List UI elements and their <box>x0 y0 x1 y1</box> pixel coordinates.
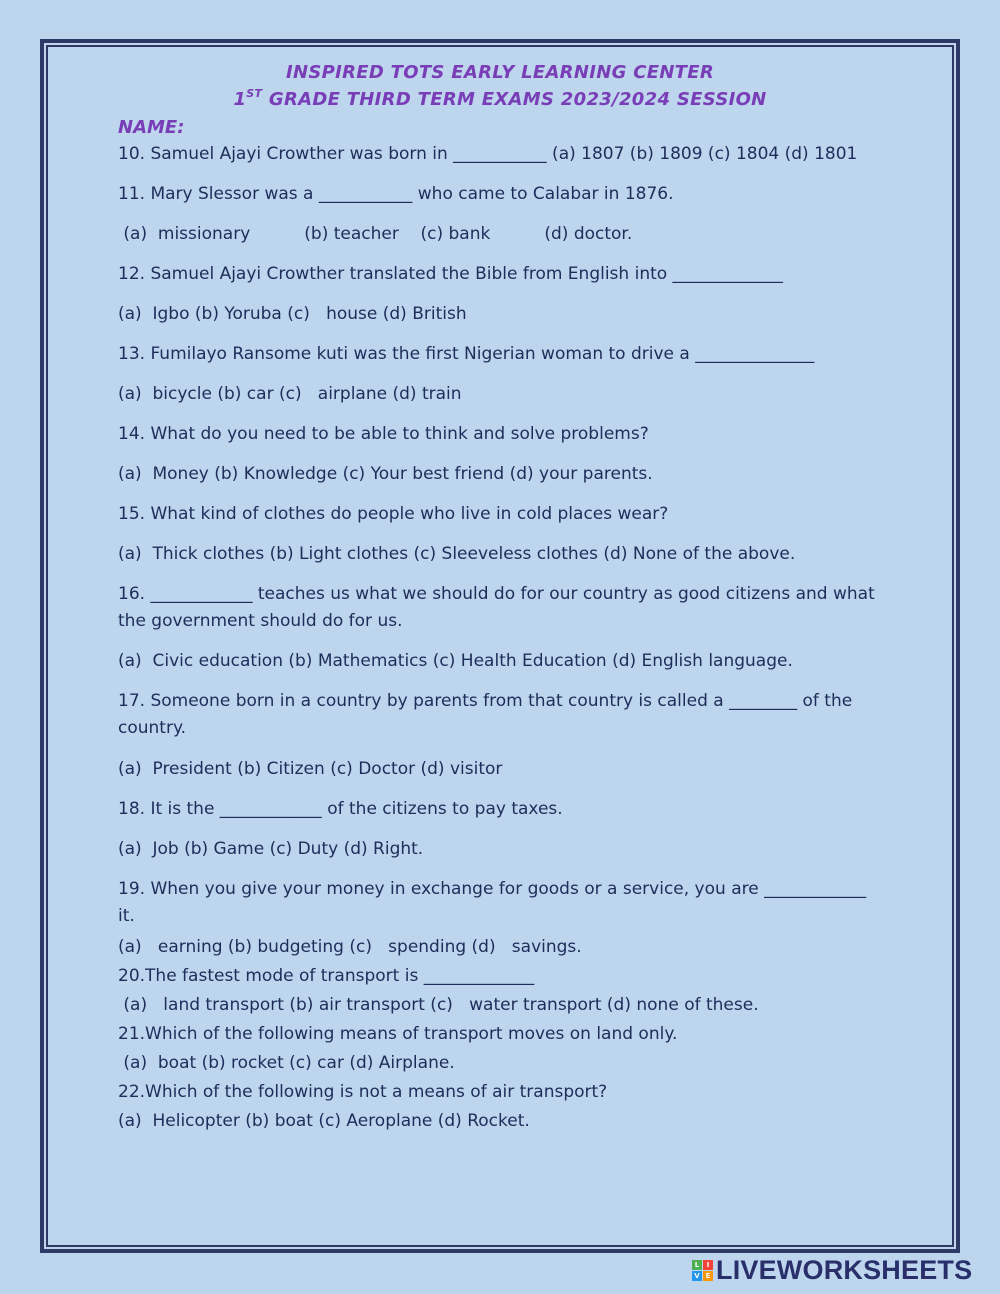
question-16: 16. ____________ teaches us what we should do for our country as good citizens and what the government should do for us. <box>118 584 875 631</box>
options-15: (a) Thick clothes (b) Light clothes (c) Sleeveless clothes (d) None of the above. <box>118 544 796 564</box>
question-18: 18. It is the ____________ of the citizens to pay taxes. <box>118 799 563 819</box>
question-11: 11. Mary Slessor was a ___________ who came to Calabar in 1876. <box>118 184 674 204</box>
question-15: 15. What kind of clothes do people who live in cold places wear? <box>118 504 669 524</box>
options-19: (a) earning (b) budgeting (c) spending (d) savings. <box>118 937 582 957</box>
options-18: (a) Job (b) Game (c) Duty (d) Right. <box>118 839 424 859</box>
options-12: (a) Igbo (b) Yoruba (c) house (d) British <box>118 304 467 324</box>
liveworksheets-logo[interactable] <box>692 1255 972 1285</box>
question-19: 19. When you give your money in exchange for goods or a service, you are ____________ it. <box>118 879 867 926</box>
options-17: (a) President (b) Citizen (c) Doctor (d) visitor <box>118 759 503 779</box>
question-21: 21.Which of the following means of transport moves on land only. <box>118 1024 678 1044</box>
options-16: (a) Civic education (b) Mathematics (c) Health Education (d) English language. <box>118 651 793 671</box>
question-20: 20.The fastest mode of transport is _____________ <box>118 966 535 986</box>
liveworksheets-logo-icon: L I V E <box>692 1260 713 1281</box>
liveworksheets-logo-text: LIVEWORKSHEETS <box>716 1254 973 1285</box>
question-22: 22.Which of the following is not a means of air transport? <box>118 1082 608 1102</box>
school-title: INSPIRED TOTS EARLY LEARNING CENTER <box>285 62 715 83</box>
question-12: 12. Samuel Ajayi Crowther translated the Bible from English into _____________ <box>118 264 784 284</box>
options-20: (a) land transport (b) air transport (c) water transport (d) none of these. <box>118 995 759 1015</box>
question-17: 17. Someone born in a country by parents from that country is called a ________ of the country. <box>118 691 853 738</box>
question-13: 13. Fumilayo Ransome kuti was the first Nigerian woman to drive a ______________ <box>118 344 815 364</box>
name-label: NAME: <box>118 117 185 138</box>
options-22: (a) Helicopter (b) boat (c) Aeroplane (d) Rocket. <box>118 1111 530 1131</box>
options-14: (a) Money (b) Knowledge (c) Your best friend (d) your parents. <box>118 464 653 484</box>
question-14: 14. What do you need to be able to think and solve problems? <box>118 424 649 444</box>
exam-title: 1ST GRADE THIRD TERM EXAMS 2023/2024 SESSION <box>233 87 767 110</box>
question-10: 10. Samuel Ajayi Crowther was born in ___________ (a) 1807 (b) 1809 (c) 1804 (d) 1801 <box>118 144 858 164</box>
options-21: (a) boat (b) rocket (c) car (d) Airplane. <box>118 1053 455 1073</box>
options-11: (a) missionary (b) teacher (c) bank (d) doctor. <box>118 224 633 244</box>
options-13: (a) bicycle (b) car (c) airplane (d) train <box>118 384 462 404</box>
